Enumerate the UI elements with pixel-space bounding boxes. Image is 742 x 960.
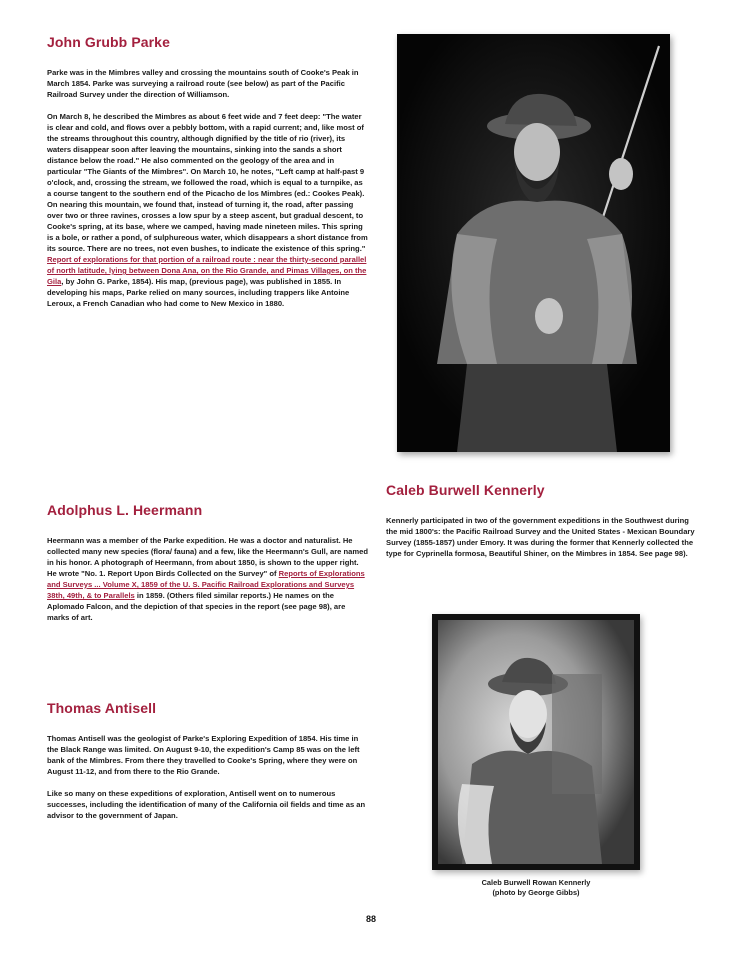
page-number: 88 <box>365 914 376 924</box>
heermann-paragraph-tail: in 1859. (Others filed similar reports.) He names on the Aplomado Falcon, and the depiction of that species in the report (see page 98), are marks of art. <box>47 591 346 622</box>
section-kennerly <box>386 482 698 570</box>
heermann-paragraph-text: Heermann was a member of the Parke expedition. He was a doctor and naturalist. He collected many new species (flora/ fauna) and a few, like the Heermann's Gull, are named in his honor. A photograph of Heermann, from about 1850, is shown to the upper right. He wrote "No. 1. Report Upon Birds Collected on the Survey" of <box>47 536 368 578</box>
parke-paragraph-2-text: On March 8, he described the Mimbres as about 6 feet wide and 7 feet deep: "The water is clear and cold, and flows over a pebbly bottom, with a rapid current; and, like most of the streams throughout this country, although dignified by the title of rio (river), its waters disappear soon after leaving the mountains, sinking into the sands a short distance below the road." He also commented on the geology of the area and in particular "The Giants of the Mimbres". On March 10, he notes, "Left camp at half-past 9 o'clock, and, crossing the stream, we followed the road, which is equal to a turnpike, as a course tangent to the southern end of the Picacho de los Mimbres (ed.: Cookes Peak). On nearing this mountain, we found that, instead of turning it, the road, after passing over two or three ravines, crosses a low spur by a steep ascent, but gradual descent, to Cooke's spring, at its base, where we camped, having made nineteen miles. This spring is a bole, or rather a pond, of sulphureous water, which disappears a short distance from its source. There are no trees, not even bushes, to indicate the existence of this spring." <box>47 112 368 253</box>
section-heermann <box>47 502 369 634</box>
heading-kennerly: Caleb Burwell Kennerly <box>386 482 545 498</box>
parke-paragraph-2 <box>47 111 369 309</box>
section-antisell <box>47 700 369 832</box>
heading-heermann: Adolphus L. Heermann <box>47 502 203 518</box>
photo-heermann <box>397 34 670 452</box>
antisell-paragraph-1: Thomas Antisell was the geologist of Parke's Exploring Expedition of 1854. His time in the Black Range was limited. On August 9-10, the expedition's Camp 85 was on the left bank of the Mimbres. From there they travelled to Cooke's Spring, where they were on August 11-12, and from there to the Rio Grande. <box>47 734 360 776</box>
heermann-paragraph <box>47 535 369 623</box>
antisell-paragraph-2: Like so many on these expeditions of exploration, Antisell went on to numerous successes, including the identification of many of the California oil fields and time as an advisor to the government of Japan. <box>47 789 366 820</box>
heading-antisell: Thomas Antisell <box>47 700 157 716</box>
photo-kennerly <box>432 614 640 870</box>
caption-line-2: (photo by George Gibbs) <box>492 888 580 897</box>
section-parke <box>47 34 369 320</box>
parke-paragraph-2-tail: , by John G. Parke, 1854). His map, (previous page), was published in 1855. In developing his maps, Parke relied on many sources, including trappers like Antoine Leroux, a French Canadian who had come to New Mexico in 1880. <box>47 277 350 308</box>
parke-report-link[interactable]: Report of explorations for that portion of a railroad route : near the thirty-second parallel of north latitude, lying between Dona Ana, on the Rio Grande, and Pimas Villages, on the Gila <box>47 255 367 286</box>
kennerly-paragraph: Kennerly participated in two of the government expeditions in the Southwest during the mid 1800's: the Pacific Railroad Survey and the United States - Mexican Boundary Survey (1855-1857) under Emory. It was during the former that Kennerly collected the type for Cyprinella formosa, Beautiful Shiner, on the Mimbres in 1854. See page 98). <box>386 516 695 558</box>
parke-paragraph-1: Parke was in the Mimbres valley and crossing the mountains south of Cooke's Peak in March 1854. Parke was surveying a railroad route (see below) as part of the Pacific Railroad Survey under the direction of Williamson. <box>47 68 359 99</box>
heermann-report-link[interactable]: Reports of Explorations and Surveys ... Volume X, 1859 of the U. S. Pacific Railroad Explorations and Surveys 38th, 49th, & to Parallels <box>47 569 365 600</box>
heading-parke: John Grubb Parke <box>47 34 170 50</box>
caption-line-1: Caleb Burwell Rowan Kennerly <box>481 878 591 887</box>
photo-heermann-illustration <box>397 34 670 452</box>
photo-caption <box>432 878 640 898</box>
photo-kennerly-illustration <box>432 614 640 870</box>
